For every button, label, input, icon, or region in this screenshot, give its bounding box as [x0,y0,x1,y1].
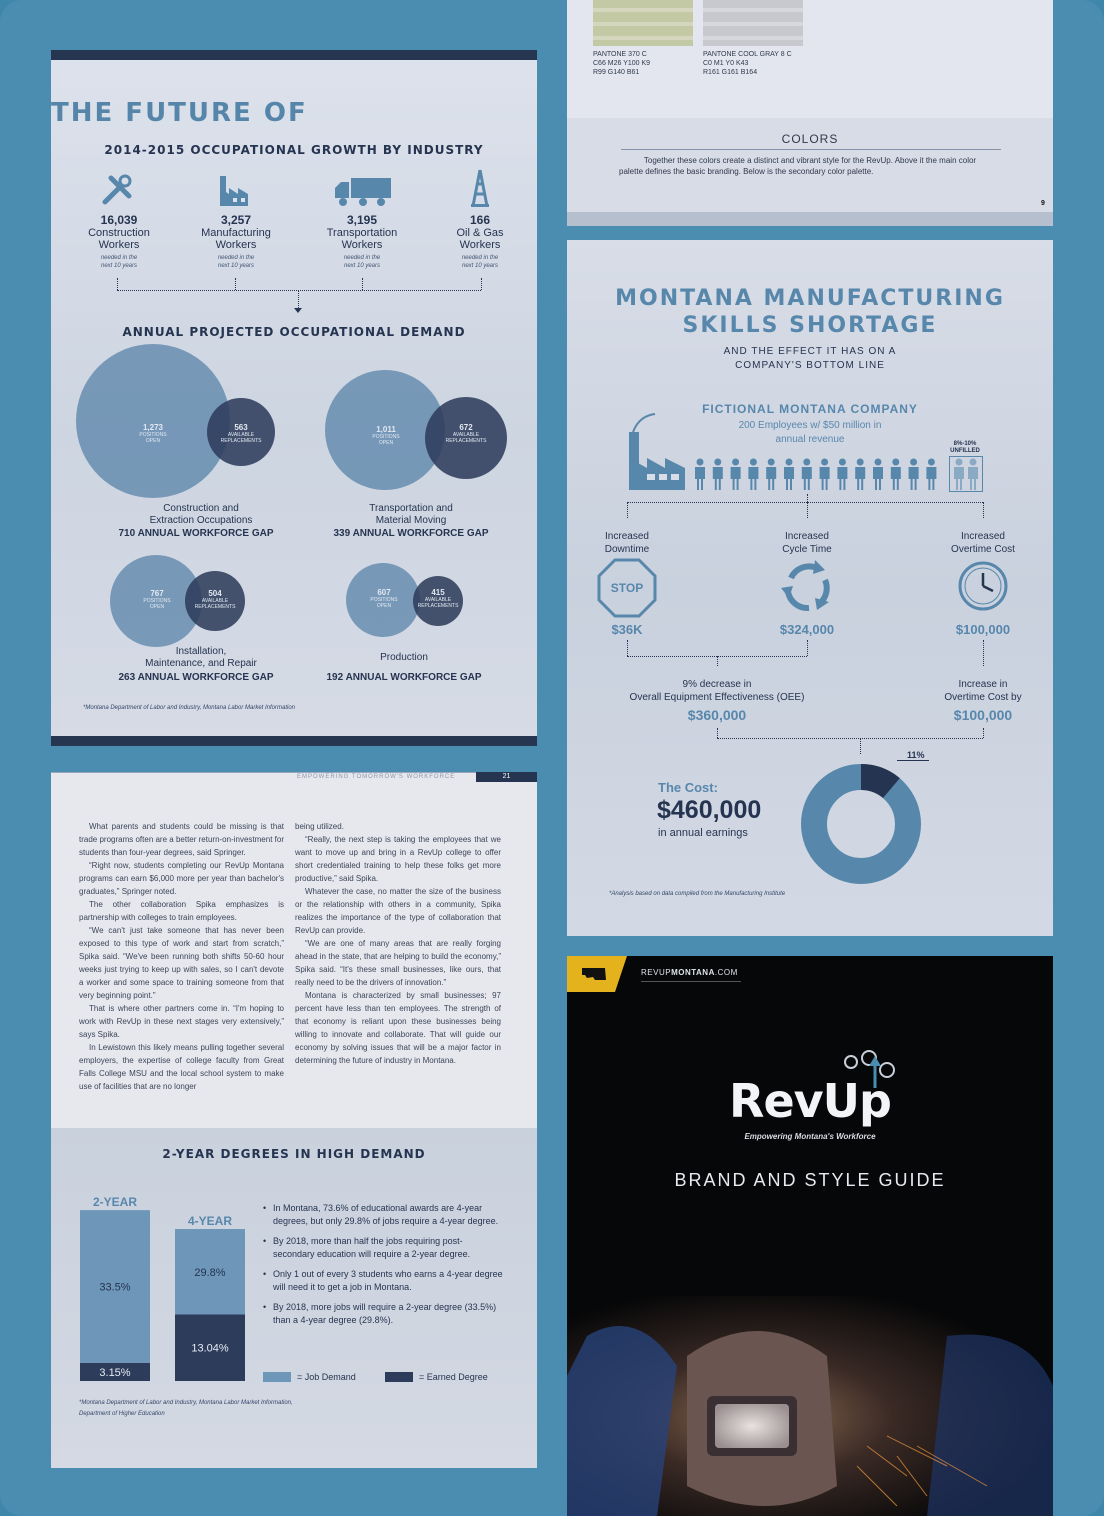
page-cover [567,956,1053,1516]
colors-description: palette defines the basic branding. Below is the secondary color palette. [619,167,874,176]
cover-title: BRAND AND STYLE GUIDE [674,1170,946,1190]
pantone-rgb: R99 G140 B61 [593,69,640,76]
article-paragraph: “Right now, students completing our RevUp Montana programs can earn $6,000 more per year than bachelor's graduates,” Springer noted. [79,861,284,896]
open-count: 1,011 POSITIONS OPEN [372,425,400,446]
company-detail: 200 Employees w/ $50 million in [738,420,882,431]
oee-label: Overall Equipment Effectiveness (OEE) [629,692,805,703]
overtime-value: $100,000 [953,707,1013,723]
open-count: 607 POSITIONS OPEN [370,588,398,609]
cost-subtitle: in annual earnings [658,827,748,839]
divider [621,149,1001,150]
bar-category-label: 4-YEAR [187,1214,233,1229]
url-underline [641,981,741,982]
page-title: THE FUTURE OF [51,98,308,128]
connector-tick [627,502,628,518]
occupation-label: Installation, [175,646,227,657]
header-rule [51,772,537,773]
employee-icon [820,459,830,491]
legend-earned: = Earned Degree [419,1372,488,1382]
repl-count: 504 AVAILABLE REPLACEMENTS [194,589,236,610]
article-paragraph: What parents and students could be missing is that trade programs often are a better return-on-investment for students than four-year degrees, said Springer. [79,822,284,857]
total-cost: $460,000 [657,796,762,824]
unfilled-label: UNFILLED [950,448,980,454]
cost-donut-chart [799,762,923,886]
effect-label: Increased [605,531,649,542]
bar-category-label: 2-YEAR [92,1195,138,1210]
occupation-label: Material Moving [375,515,447,526]
pantone-cmyk: C0 M1 Y0 K43 [703,60,749,67]
employee-icon [784,459,794,491]
connector-tick [807,502,808,518]
employee-icon [695,459,705,491]
stop-label: STOP [610,581,644,595]
effect-label: Increased [961,531,1005,542]
article-paragraph: In Lewistown this likely means pulling together several employers, the expertise of college faculty from Great Falls College MSU and the local school system to make use of facilities that are no longer [79,1043,284,1091]
logo-tagline: Empowering Montana's Workforce [744,1132,876,1141]
workforce-gap: 192 ANNUAL WORKFORCE GAP [326,672,482,683]
bar-value-label: 29.8% [194,1266,226,1279]
page-future-of: THE FUTURE OF 2014-2015 OCCUPATIONAL GROWTH BY INDUSTRY 16,039 Construction Workers needed in the next 10 years 3,257 Manufacturing Workers needed in the next 10 years 3,195 Transportation Workers needed in the next 10 years 166 Oil & Gas Workers needed in the next 10 years ANNUAL PROJECTED OCCUPATIONAL DEMAND 1,273 POSITIONS OPEN 563 AVAILABLE REPLACEMENTS Construction and Extraction Occupations 710 ANNUAL WORKFORCE GAP 1,011 POSITIONS OPEN 672 AVAILABLE REPLACEMENTS Transportation and Material Moving 339 ANNUAL WORKFORCE GAP 767 POSITIONS OPEN 504 AVAILABLE REPLACEMENTS Installation, Maintenance, and Repair 263 ANNUAL WORKFORCE GAP 607 POSITIONS OPEN 415 AVAILABLE REPLACEMENTS Production 192 ANNUAL WORKFORCE GAP *Montana Department of Labor and Industry, Montana Labor Market Information [51,50,537,746]
footnote: Department of Higher Education [79,1411,165,1417]
bar-value-label: 33.5% [99,1281,131,1294]
effect-label: Downtime [604,544,650,555]
connector-tick [983,728,984,738]
overtime-label: Increase in [958,679,1008,690]
page-number: 21 [502,773,511,780]
cost-label: The Cost: [658,780,718,795]
employees-row [693,458,943,492]
legend-demand: = Job Demand [297,1372,356,1382]
employee-icon [837,459,847,491]
employee-icon [855,459,865,491]
workforce-gap: 263 ANNUAL WORKFORCE GAP [118,672,274,683]
connector-line [117,290,481,291]
employee-icon [766,459,776,491]
pantone-name: PANTONE 370 C [593,51,647,58]
down-arrow-icon [294,308,302,313]
connector-tick [481,278,482,290]
connector-tick [362,278,363,290]
occupation-label: Maintenance, and Repair [145,658,257,669]
unfilled-percent-label: 11% [907,750,925,760]
truck-icon [333,176,393,208]
connector-tick [117,278,118,290]
cost-value: $324,000 [779,622,835,637]
section-title: COLORS [781,132,839,146]
article-paragraph: “Really, the next step is taking the employees that we want to move up and bring in a RevUp college to offer short credentialed training to help these folks get more productive,” said Spika. [295,835,501,883]
color-swatch [703,0,803,46]
oee-label: 9% decrease in [682,679,752,690]
workforce-gap: 710 ANNUAL WORKFORCE GAP [118,528,274,539]
legend-earned-swatch [385,1372,413,1382]
article-column-2 [295,820,501,1067]
factory-icon [625,412,687,492]
fact-item: • In Montana, 73.6% of educational awards are 4-year degrees, but only 29.8% of jobs require a 4-year degree. [263,1202,503,1228]
connector-tick [860,738,861,754]
employee-icon [802,459,812,491]
overtime-label: Overtime Cost by [944,692,1022,703]
connector-line [627,502,983,503]
repl-count: 415 AVAILABLE REPLACEMENTS [417,588,459,609]
running-header: EMPOWERING TOMORROW'S WORKFORCE [297,774,456,780]
employee-icon [873,459,883,491]
page-top-bar [51,50,537,60]
factory-icon [217,168,251,208]
bar-value-label: 3.15% [99,1367,131,1379]
employee-icon [731,459,741,491]
page-skills-shortage [567,240,1053,936]
bar-value-label: 13.04% [191,1342,229,1355]
montana-state-icon [581,966,607,982]
connector-tick [235,278,236,290]
unfilled-percent: 8%-10% [953,441,977,447]
connector-tick [983,640,984,666]
footnote: *Analysis based on data compiled from the Manufacturing Institute [609,891,786,897]
employee-icon [748,459,758,491]
page-footer-band [567,212,1053,226]
page-article [51,772,537,1468]
article-paragraph: “We are one of many areas that are really forging ahead in the state, that are helping to build the economy,” Spika said. “It's these small businesses, like ours, that really need to be the drivers of innovation.” [295,939,501,987]
connector-tick [807,494,808,502]
open-count: 767 POSITIONS OPEN [143,589,171,610]
article-column-1 [79,820,284,1093]
footnote: *Montana Department of Labor and Industry, Montana Labor Market Information, [79,1400,293,1406]
fact-item: • By 2018, more jobs will require a 2-year degree (33.5%) than a 4-year degree (29.8%). [263,1301,503,1327]
page-colors [567,0,1053,226]
color-swatch [593,0,693,46]
occupation-label: Production [380,652,428,663]
occupation-label: Extraction Occupations [149,515,253,526]
page-subtitle: AND THE EFFECT IT HAS ON A [723,346,897,357]
connector-arrow-stem [298,290,299,310]
page-title: MONTANA MANUFACTURING [615,286,1005,311]
page-subtitle: 2014-2015 OCCUPATIONAL GROWTH BY INDUSTRY [104,143,484,157]
company-detail: annual revenue [775,434,845,445]
welder-photo [567,1296,1053,1516]
fact-item: • Only 1 out of every 3 students who earns a 4-year degree will need it to get a job in Montana. [263,1268,503,1294]
company-name: FICTIONAL MONTANA COMPANY [702,402,918,416]
revup-logo: RevUp [729,1074,891,1128]
effect-label: Increased [785,531,829,542]
cycle-arrows-icon [779,558,837,616]
fact-item: • By 2018, more than half the jobs requiring post-secondary education will require a 2-year degree. [263,1235,503,1261]
tools-icon [101,174,135,206]
facts-list [263,1202,503,1334]
article-paragraph: That is where other partners come in. “I'm hoping to work with RevUp in these next stages very extensively,” says Spika. [79,1004,284,1039]
repl-count: 563 AVAILABLE REPLACEMENTS [220,423,262,444]
unfilled-people-icon [951,458,981,492]
website-url: REVUPMONTANA.COM [641,968,738,977]
cost-value: $100,000 [955,622,1011,637]
employee-icon [713,459,723,491]
demand-title: ANNUAL PROJECTED OCCUPATIONAL DEMAND [122,325,466,339]
article-paragraph: The other collaboration Spika emphasizes is partnership with colleges to train employees. [79,900,284,922]
cost-value: $36K [611,622,643,637]
connector-tick [717,656,718,666]
footnote: *Montana Department of Labor and Industry, Montana Labor Market Information [83,705,296,711]
page-number: 9 [1041,200,1045,207]
effect-label: Cycle Time [782,544,832,555]
job-demand-bar [80,1210,150,1381]
connector-tick [807,640,808,656]
connector-tick [983,502,984,518]
article-paragraph: “We can't just take someone that has never been exposed to this type of work and start from scratch,” Spika said. “We've been running both shifts 50-60 hour weeks just trying to keep up with sales, so I can't devote a worker and some space to training someone from that very beginning point.” [79,926,284,1000]
connector-line [717,738,983,739]
workforce-gap: 339 ANNUAL WORKFORCE GAP [333,528,489,539]
oil-rig-icon [469,168,491,208]
pantone-cmyk: C66 M26 Y100 K9 [593,60,651,67]
open-count: 1,273 POSITIONS OPEN [139,423,167,444]
clock-icon [957,560,1009,612]
pantone-name: PANTONE COOL GRAY 8 C [703,51,792,58]
colors-description: Together these colors create a distinct and vibrant style for the RevUp. Above it the main color [643,156,977,165]
pantone-rgb: R161 G161 B164 [703,69,758,76]
employee-icon [891,459,901,491]
donut-leader [897,760,929,761]
employee-icon [926,459,936,491]
chart-title: 2-YEAR DEGREES IN HIGH DEMAND [162,1147,426,1161]
occupation-label: Construction and [163,503,239,514]
repl-count: 672 AVAILABLE REPLACEMENTS [445,423,487,444]
effect-label: Overtime Cost [951,544,1015,555]
article-paragraph: Montana is characterized by small businesses; 97 percent have less than ten employees. The strength of that economy is reliant upon these businesses being willing to innovate and collaborate. That will guide our economy by solving issues that will be a major factor in determining the future of industry in Montana. [295,991,501,1065]
connector-tick [627,640,628,656]
article-paragraph: Whatever the case, no matter the size of the business or the relationship with others in a community, Spika realizes the importance of the type of collaboration that RevUp can provide. [295,887,501,935]
legend-demand-swatch [263,1372,291,1382]
page-bottom-bar [51,736,537,746]
oee-value: $360,000 [687,707,747,723]
article-paragraph: being utilized. [295,822,344,831]
positions-open-circle [76,344,230,498]
page-subtitle: COMPANY'S BOTTOM LINE [735,360,885,371]
employee-icon [909,459,919,491]
occupation-label: Transportation and [369,503,453,514]
page-title: SKILLS SHORTAGE [682,313,938,338]
connector-tick [717,728,718,738]
